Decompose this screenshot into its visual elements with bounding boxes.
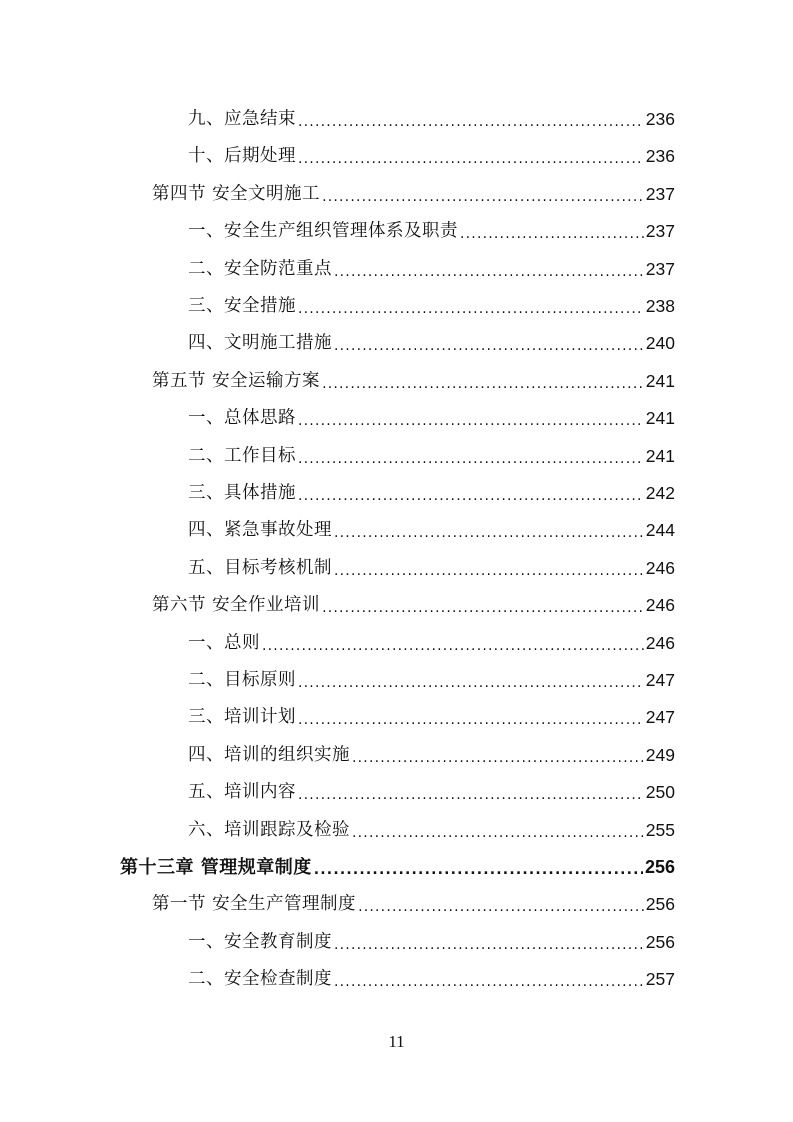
toc-entry[interactable] xyxy=(188,625,675,662)
toc-entry-title: 三、具体措施 xyxy=(188,483,296,503)
toc-dot-leader xyxy=(334,961,644,998)
toc-entry-title: 第四节 安全文明施工 xyxy=(152,183,321,204)
toc-entry-page: 237 xyxy=(645,183,675,204)
toc-dot-leader xyxy=(298,662,644,699)
toc-entry-page: 240 xyxy=(645,333,675,354)
toc-entry[interactable] xyxy=(188,812,675,849)
toc-entry[interactable] xyxy=(188,400,675,437)
toc-entry-title: 十、后期处理 xyxy=(188,146,296,167)
toc-entry-title: 二、安全检查制度 xyxy=(188,969,332,990)
toc-entry-page: 247 xyxy=(645,707,675,728)
toc-entry-title: 五、培训内容 xyxy=(188,782,296,803)
toc-entry-page: 246 xyxy=(645,557,675,578)
toc-entry-title: 第六节 安全作业培训 xyxy=(152,595,321,616)
toc-entry-page: 250 xyxy=(645,782,675,803)
toc-entry-title: 二、工作目标 xyxy=(188,445,296,466)
toc-entry-page: 257 xyxy=(645,969,675,990)
toc-dot-leader xyxy=(334,251,644,288)
toc-entry[interactable] xyxy=(120,849,675,886)
toc-entry[interactable] xyxy=(152,363,675,400)
toc-entry-title: 一、安全生产组织管理体系及职责 xyxy=(188,221,458,242)
toc-entry-page: 256 xyxy=(645,931,675,952)
toc-dot-leader xyxy=(322,587,644,624)
toc-entry-page: 249 xyxy=(645,744,675,765)
toc-dot-leader xyxy=(298,699,644,736)
toc-entry[interactable] xyxy=(152,587,675,624)
toc-entry-page: 241 xyxy=(645,408,675,429)
toc-entry-page: 247 xyxy=(645,670,675,690)
toc-entry-title: 第十三章 管理规章制度 xyxy=(120,857,312,878)
toc-dot-leader xyxy=(334,550,644,587)
toc-entry-title: 五、目标考核机制 xyxy=(188,557,332,578)
toc-entry[interactable] xyxy=(188,737,675,774)
toc-entry-title: 三、培训计划 xyxy=(188,707,296,728)
toc-entry[interactable] xyxy=(188,101,675,138)
toc-entry-page: 256 xyxy=(644,857,675,877)
toc-entry-page: 237 xyxy=(645,221,675,242)
toc-entry-title: 四、紧急事故处理 xyxy=(188,520,332,541)
toc-entry-title: 四、文明施工措施 xyxy=(188,333,332,354)
toc-entry-page: 246 xyxy=(645,595,675,616)
toc-entry-page: 244 xyxy=(645,520,675,541)
toc-entry[interactable] xyxy=(188,550,675,587)
toc-dot-leader xyxy=(298,288,644,325)
toc-dot-leader xyxy=(298,438,644,475)
toc-entry[interactable] xyxy=(188,699,675,736)
toc-entry-page: 237 xyxy=(645,258,675,279)
toc-dot-leader xyxy=(358,886,644,923)
toc-entry-title: 一、总则 xyxy=(188,632,260,653)
toc-entry-title: 四、培训的组织实施 xyxy=(188,744,350,765)
toc-entry[interactable] xyxy=(188,213,675,250)
toc-entry[interactable] xyxy=(188,475,675,512)
toc-entry[interactable] xyxy=(188,774,675,811)
toc-entry-page: 241 xyxy=(645,445,675,466)
toc-dot-leader xyxy=(334,512,644,549)
toc-dot-leader xyxy=(262,625,644,662)
toc-entry[interactable] xyxy=(152,886,675,923)
toc-entry-title: 一、总体思路 xyxy=(188,408,296,429)
table-of-contents xyxy=(0,101,793,1001)
toc-entry-title: 二、安全防范重点 xyxy=(188,258,332,279)
toc-dot-leader xyxy=(460,213,644,250)
toc-entry[interactable] xyxy=(188,662,675,699)
toc-dot-leader xyxy=(322,363,644,400)
toc-entry-page: 236 xyxy=(645,109,675,129)
toc-entry[interactable] xyxy=(188,251,675,288)
toc-entry[interactable] xyxy=(188,512,675,549)
toc-dot-leader xyxy=(298,101,644,138)
toc-entry-title: 九、应急结束 xyxy=(188,109,296,129)
toc-entry-page: 238 xyxy=(645,296,675,316)
toc-entry-page: 242 xyxy=(645,483,675,503)
toc-entry-title: 六、培训跟踪及检验 xyxy=(188,819,350,840)
toc-entry[interactable] xyxy=(152,176,675,213)
toc-entry-title: 三、安全措施 xyxy=(188,296,296,316)
toc-entry[interactable] xyxy=(188,924,675,961)
toc-entry-page: 246 xyxy=(645,632,675,653)
toc-entry[interactable] xyxy=(188,138,675,175)
toc-entry-page: 256 xyxy=(645,894,675,915)
toc-dot-leader xyxy=(334,924,644,961)
toc-entry[interactable] xyxy=(188,961,675,998)
toc-dot-leader xyxy=(298,475,644,512)
toc-dot-leader xyxy=(298,400,644,437)
toc-dot-leader xyxy=(352,737,644,774)
toc-dot-leader xyxy=(322,176,644,213)
toc-entry[interactable] xyxy=(188,325,675,362)
toc-dot-leader xyxy=(352,812,644,849)
toc-entry-page: 255 xyxy=(645,819,675,840)
page-number: 11 xyxy=(388,1032,405,1051)
toc-entry-title: 第五节 安全运输方案 xyxy=(152,370,321,391)
toc-entry-title: 二、目标原则 xyxy=(188,670,296,690)
toc-entry[interactable] xyxy=(188,288,675,325)
toc-entry-page: 236 xyxy=(645,146,675,167)
toc-entry[interactable] xyxy=(188,438,675,475)
toc-entry-page: 241 xyxy=(645,370,675,391)
toc-dot-leader xyxy=(334,325,644,362)
toc-entry-title: 一、安全教育制度 xyxy=(188,931,332,952)
toc-dot-leader xyxy=(298,774,644,811)
toc-entry-title: 第一节 安全生产管理制度 xyxy=(152,894,357,915)
toc-dot-leader xyxy=(314,849,643,886)
toc-dot-leader xyxy=(298,138,644,175)
